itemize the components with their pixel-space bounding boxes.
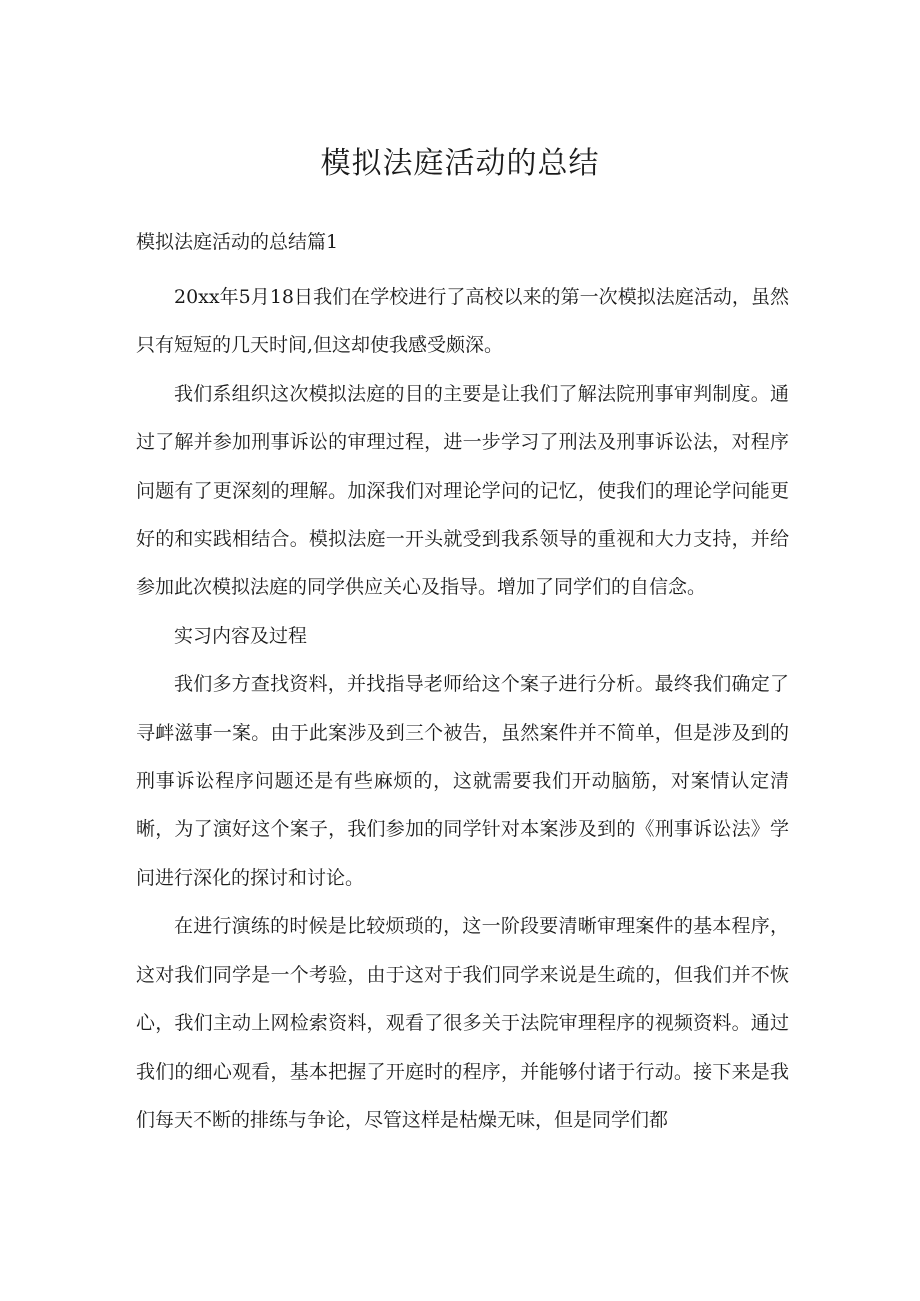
paragraph-1: 20xx年5月18日我们在学校进行了高校以来的第一次模拟法庭活动，虽然只有短短的几天时间,但这却使我感受颇深。 xyxy=(136,286,789,357)
paragraph-2: 我们系组织这次模拟法庭的目的主要是让我们了解法院刑事审判制度。通过了解并参加刑事诉讼的审理过程，进一步学习了刑法及刑事诉讼法，对程序问题有了更深刻的理解。加深我们对理论学问的记忆，使我们的理论学问能更好的和实践相结合。模拟法庭一开头就受到我系领导的重视和大力支持，并给参加此次模拟法庭的同学供应关心及指导。增加了同学们的自信念。 xyxy=(136,382,789,599)
section-heading: 模拟法庭活动的总结篇1 xyxy=(136,231,339,253)
paragraph-3: 我们多方查找资料，并找指导老师给这个案子进行分析。最终我们确定了寻衅滋事一案。由于此案涉及到三个被告，虽然案件并不简单，但是涉及到的刑事诉讼程序问题还是有些麻烦的，这就需要我们开动脑筋，对案情认定清晰，为了演好这个案子，我们参加的同学针对本案涉及到的《刑事诉讼法》学问进行深化的探讨和讨论。 xyxy=(136,673,789,889)
document-title: 模拟法庭活动的总结 xyxy=(320,146,600,181)
section-label: 实习内容及过程 xyxy=(174,624,308,647)
document-body xyxy=(136,273,789,1144)
paragraph-4: 在进行演练的时候是比较烦琐的，这一阶段要清晰审理案件的基本程序，这对我们同学是一个考验，由于这对于我们同学来说是生疏的，但我们并不恢心，我们主动上网检索资料，观看了很多关于法院审理程序的视频资料。通过我们的细心观看，基本把握了开庭时的程序，并能够付诸于行动。接下来是我们每天不断的排练与争论，尽管这样是枯燥无味，但是同学们都 xyxy=(136,915,789,1131)
